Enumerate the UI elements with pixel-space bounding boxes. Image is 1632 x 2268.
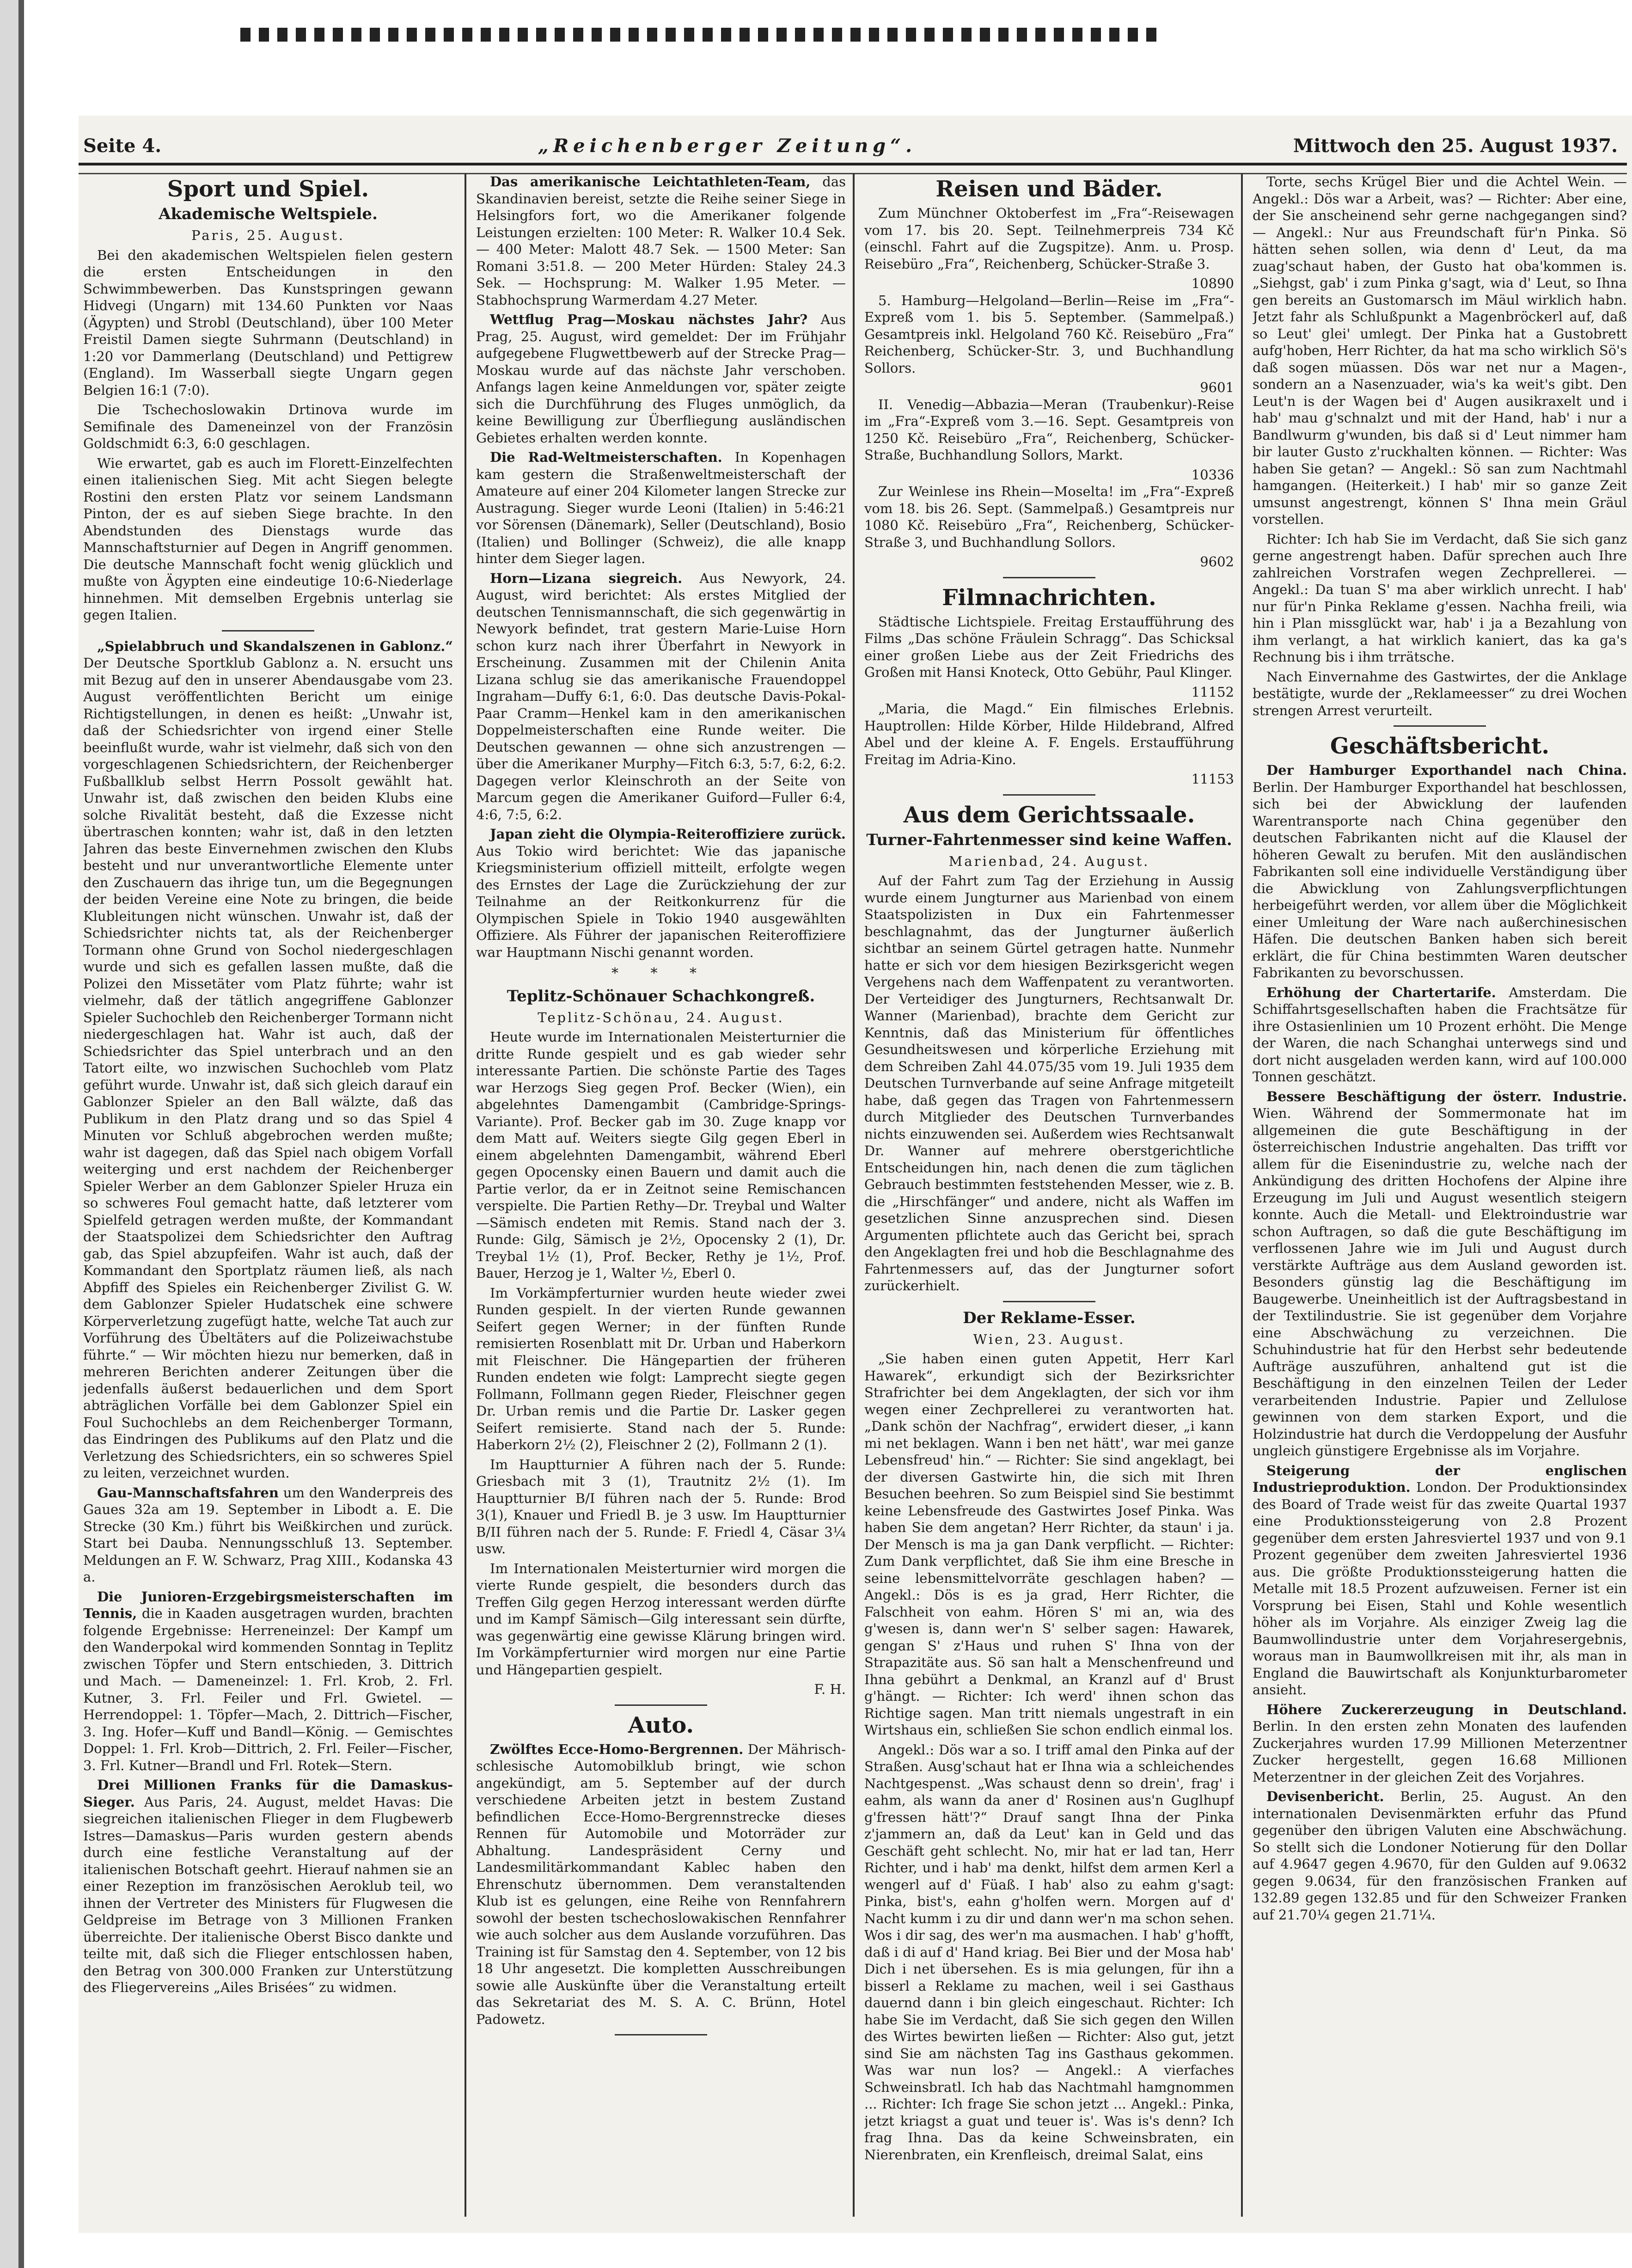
travel-notice: II. Venedig—Abbazia—Meran (Traubenkur)-Reise im „Fra“-Expreß vom 3.—16. Sept. Gesamtpreis von 1250 Kč. Reisebüro „Fra“, Reichenberg, Schücker-Straße, Buchhandlung Sollors, Markt. — [864, 396, 1234, 463]
column-2 — [476, 173, 846, 2217]
article-title: Das amerikanische Leichtathleten-Team, — [490, 174, 811, 190]
article-paragraph: das Skandinavien bereist, setzte die Reihe seiner Siege in Helsingfors fort, wo die Amerikaner folgende Leistungen erzielten: 100 Meter: R. Walker 10.4 Sek. — 400 Meter: Malott 48.7 Sek. — 1500 Meter: San Romani 3:51.8. — 200 Meter Hürden: Staley 24.3 Sek. — Hochsprung: M. Walker 1.95 Meter. — Stabhochsprung Warmerdam 4.27 Meter. — [476, 174, 846, 308]
notice-number: 11153 — [1191, 771, 1234, 787]
article-title: Japan zieht die Olympia-Reiteroffiziere zurück. — [490, 826, 846, 842]
article-paragraph: London. Der Produktionsindex des Board of Trade weist für das zweite Quartal 1937 eine Produktionssteigerung von 2.8 Prozent gegenüber dem ersten Jahresviertel 1937 und von 9.1 Prozent gegenüber dem zweiten Jahresviertel 1936 aus. Die größte Produktionssteigerung hatten die Metalle mit 18.5 Prozent aufzuweisen. Ferner ist ein Vorsprung bei Eisen, Stahl und Kohle wesentlich höher als im Vorjahre. Als einziger Zweig lag die Baumwollindustrie unter dem Vorjahresergebnis, woraus man in Baumwollkreisen mit ihr, als man in England die Bauwirtschaft als Konjunkturbarometer ansieht. — [1253, 1479, 1627, 1698]
page-number: Seite 4. — [83, 135, 162, 157]
article-title: Wettflug Prag—Moskau nächstes Jahr? — [490, 312, 808, 327]
article-paragraph: Heute wurde im Internationalen Meisterturnier die dritte Runde gespielt und es gab wieder sehr interessante Partien. Die schönste Partie des Tages war Herzogs Sieg gegen Prof. Becker (Wien), ein abgelehntes Damengambit (Cambridge-Springs-Variante). Prof. Becker gab im 30. Zuge knapp vor dem Matt auf. Weiters siegte Gilg gegen Eberl in einem abgelehnten Damengambit, während Eberl gegen Opocensky einen Bauern und damit auch die Partie verlor, da er in Zeitnot seine Remischancen verspielte. Die Partien Rethy—Dr. Treybal und Walter—Sämisch endeten mit Remis. Stand nach der 3. Runde: Gilg, Sämisch je 2½, Opocensky 2 (1), Dr. Treybal 1½ (1), Prof. Becker, Rethy je 1½, Prof. Bauer, Herzog je 1, Walter ½, Eberl 0. — [476, 1029, 846, 1281]
article-paragraph: An den internationalen Devisenmärkten erfuhr das Pfund gegenüber den übrigen Valuten eine Abschwächung. So stellt sich die Londoner Notierung für den Dollar auf 4.9647 gegen 4.9670, für den Gulden auf 9.0632 gegen 9.0634, für den französischen Franken auf 132.89 gegen 132.85 und für den Schweizer Franken auf 21.70¼ gegen 21.71¼. — [1253, 1789, 1627, 1923]
header-rule — [79, 163, 1627, 174]
section-ornament: * * * — [611, 965, 711, 981]
article-dateline: Berlin, 25. August. — [1400, 1789, 1552, 1804]
article-paragraph: Im Internationalen Meisterturnier wird morgen die vierte Runde gespielt, die besonders durch das Treffen Gilg gegen Herzog interessant werden dürfte und im Kampf Sämisch—Gilg interessant sein dürfte, was gegenwärtig eine gewisse Klärung bringen wird. Im Vorkämpferturnier wird morgen nur eine Partie und Hängepartien gespielt. — [476, 1560, 846, 1678]
article-paragraph: Torte, sechs Krügel Bier und die Achtel Wein. — Angekl.: Dös war a Arbeit, was? — Richter: Aber eine, der Sie anscheinend sehr gerne nachgegangen sind? — Angekl.: Nur aus Freundschaft für'n Pinka. Sö hätten sehen sollen, wia denn d' Leut, da ma zuag'schaut haben, der Gusto hat oba'kommen is. „Siehgst, gab' i zum Pinka g'sagt, wia d' Leut, so Ihna gen bereits an Gustomarsch im Mäul wirklich habn. Jetzt fahr als Schlußpunkt a Magenbröckerl auf, daß so Leut' glei' umlegt. Der Pinka hat a Gustobrett aufg'hoben, Herr Richter, da hat ma scho wirklich Sö's daß sogen müassen. Dös war net nur a Magen-, sondern an a Nasenzuader, wia's ka weit's gibt. Den Leut'n is der Wagen bei d' Augen ausikraxelt und i hab' mau g'schnalzt und mit der Hand, hab' i nur a Bandlwurm g'wunden, bis daß si d' Leut nimmer ham bir lauter Gusto z'ruckhalten können. — Richter: Was haben Sie getan? — Angekl.: Sö san zum Nachtmahl hamgangen. (Heiterkeit.) I hab' mir so ganze Zeit umsunst angestrengt, können S' Ihna mein Gräul vorstellen. — [1253, 174, 1627, 527]
column-rule — [1241, 173, 1243, 2217]
article-title: Die Junioren-Erzgebirgsmeisterschaften im Tennis, — [83, 1588, 453, 1621]
article-signature: F. H. — [814, 1681, 846, 1697]
article-paragraph: Richter: Ich hab Sie im Verdacht, daß Sie sich ganz gerne angestrengt haben. Dafür sprechen auch Ihre zahlreichen Vorstrafen wegen Zechprellerei. — Angekl.: Da tuan S' ma aber wirklich unrecht. I hab' nur für'n Pinka Reklame g'essen. Nachha freili, wia hin i Plan missglückt war, hab' i ja a Bezahlung von ihm verlangt, a hat wirklich kaniert, das ka ga's Rechnung bis i ihm trrätsche. — [1253, 531, 1627, 665]
article-title: Teplitz-Schönauer Schachkongreß. — [507, 987, 815, 1005]
article-paragraph: Aus Paris, 24. August, meldet Havas: Die siegreichen italienischen Flieger in dem Flugbewerb Istres—Damaskus—Paris wurden gestern abends durch eine festliche Veranstaltung auf der italienischen Botschaft geehrt. Hierauf nahmen sie an einer Rezeption im französischen Aeroklub teil, wo ihnen der Vertreter des Ministers für Flugwesen die Geldpreise im Betrage von 3 Millionen Franken überreichte. Der italienische Oberst Bisco dankte und teilte mit, daß sich die Flieger entschlossen haben, den Betrag von 300.000 Franken zur Unterstützung des Fliegervereins „Ailes Brisées“ zu widmen. — [83, 1794, 453, 1995]
film-notice: „Maria, die Magd.“ Ein filmisches Erlebnis. Hauptrollen: Hilde Körber, Hilde Hildebrand, Alfred Abel und der kleine A. F. Engels. Erstaufführung Freitag im Adria-Kino. — [864, 701, 1234, 767]
article-title: Höhere Zuckererzeugung in Deutschland. — [1266, 1701, 1627, 1717]
article-title: Der Hamburger Exporthandel nach China. — [1266, 762, 1627, 778]
scan-registration-marks — [240, 28, 1165, 46]
article-title: Horn—Lizana siegreich. — [490, 570, 683, 586]
notice-number: 10336 — [1191, 466, 1234, 483]
section-heading-business: Geschäftsbericht. — [1330, 733, 1550, 759]
article-dateline: Marienbad, 24. August. — [948, 853, 1150, 869]
notice-number: 11152 — [1191, 684, 1234, 700]
article-title: Turner-Fahrtenmesser sind keine Waffen. — [866, 830, 1232, 849]
article-paragraph: Aus Prag, 25. August, wird gemeldet: Der im Frühjahr aufgegebene Flugwettbewerb auf der Strecke Prag—Moskau wurde auf das nächste Jahr verschoben. Anfangs lagen keine Anmeldungen vor, später zeigte sich die Durchführung des Fluges unmöglich, da keine Bewilligung zur Überfliegung ausländischen Gebietes erhalten werden konnte. — [476, 312, 846, 446]
column-1 — [83, 173, 453, 2217]
page-header — [83, 129, 1618, 162]
column-3 — [864, 173, 1234, 2217]
article-divider — [615, 1704, 707, 1706]
article-paragraph: Amsterdam. Die Schiffahrtsgesellschaften haben die Frachtsätze für ihre Ostasienlinien um 10 Prozent erhöht. Die Menge der Waren, die nach Schanghai unterwegs sind und dort nicht ausgeladen werden kann, wird auf 100.000 Tonnen geschätzt. — [1253, 984, 1627, 1085]
article-title: Devisenbericht. — [1266, 1789, 1384, 1804]
article-dateline: Wien, 23. August. — [973, 1331, 1125, 1347]
article-paragraph: Wie erwartet, gab es auch im Florett-Einzelfechten einen italienischen Sieg. Mit acht Siegen belegte Rostini den ersten Platz vor seinem Landsmann Pinton, der es auf sieben Siege brachte. In den Abendstunden des Dienstags wurde das Mannschaftsturnier auf Degen in Angriff genommen. Die deutsche Mannschaft focht wenig glücklich und mußte von Ägypten eine eindeutige 10:6-Niederlage hinnehmen. Mit demselben Ergebnis unterlag sie gegen Italien. — [83, 455, 453, 623]
article-paragraph: Der Mährisch-schlesische Automobilklub bringt, wie schon angekündigt, am 5. September auf der durch verschiedene Arbeiten jetzt in bestem Zustand befindlichen Ecce-Homo-Bergrennstrecke dieses Rennen für Automobile und Motorräder zur Abhaltung. Landespräsident Cerny und Landesmilitärkommandant Kablec haben den Ehrenschutz übernommen. Dem veranstaltenden Klub ist es gelungen, eine Reihe von Rennfahrern sowohl der besten tschechoslowakischen Rennfahrer wie auch solcher aus dem Auslande vorzuführen. Das Training ist für Samstag den 4. September, von 12 bis 18 Uhr angesetzt. Die kompletten Ausschreibungen sowie alle Auskünfte über die Veranstaltung erteilt das Sekretariat des M. S. A. C. Brünn, Hotel Padowetz. — [476, 1741, 846, 2027]
article-paragraph: Aus Tokio wird berichtet: Wie das japanische Kriegsministerium offiziell mitteilt, erfolgte wegen des Ernstes der Lage die Zurückziehung der zur Teilnahme an der Reitkonkurrenz für die Olympischen Spiele in Tokio 1940 ausgewählten Offiziere. Als Führer der japanischen Reiteroffiziere war Hauptmann Nischi genannt worden. — [476, 843, 846, 960]
article-paragraph: Im Vorkämpferturnier wurden heute wieder zwei Runden gespielt. In der vierten Runde gewannen Seifert gegen Werner; in der fünften Runde remisierten Rosenblatt mit Dr. Urban und Haberkorn mit Fleischner. Die Hängepartien der früheren Runden endeten wie folgt: Lamprecht siegte gegen Follmann, Follmann gegen Rieder, Fleischner gegen Dr. Urban remis und die Partie Dr. Lasker gegen Seifert remisierte. Stand nach der 5. Runde: Haberkorn 2½ (2), Fleischner 2 (2), Follmann 2 (1). — [476, 1285, 846, 1453]
article-paragraph: Berlin. In den ersten zehn Monaten des laufenden Zuckerjahres wurden 17.99 Millionen Meterzentner Zucker hergestellt, gegen 16.68 Millionen Meterzentner in der gleichen Zeit des Vorjahres. — [1253, 1718, 1627, 1785]
newspaper-title: „Reichenberger Zeitung“. — [538, 135, 917, 157]
article-divider — [222, 630, 314, 631]
article-divider — [1003, 794, 1095, 796]
article-dateline: Teplitz-Schönau, 24. August. — [538, 1009, 784, 1025]
section-heading-auto: Auto. — [628, 1712, 694, 1738]
article-paragraph: Bei den akademischen Weltspielen fielen gestern die ersten Entscheidungen in den Schwimmbewerben. Das Kunstspringen gewann Hidvegi (Ungarn) mit 134.60 Punkten vor Naas (Ägypten) und Strobl (Deutschland), über 100 Meter Freistil Damen siegte Suhrmann (Deutschland) in 1:20 vor Dammerlang (Deutschland) und Pettigrew (England). Im Wasserball siegte Ungarn gegen Belgien 16:1 (7:0). — [83, 247, 453, 398]
film-notice: Städtische Lichtspiele. Freitag Erstaufführung des Films „Das schöne Fräulein Schragg“. Das Schicksal einer großen Liebe aus der Zeit Friedrichs des Großen mit Hansi Knoteck, Otto Gebühr, Paul Klinger. — [864, 613, 1234, 680]
article-paragraph: die in Kaaden ausgetragen wurden, brachten folgende Ergebnisse: Herreneinzel: Der Kampf um den Wanderpokal wird kommenden Sonntag in Teplitz zwischen Töpfer und Stern entschieden, 3. Dittrich und Mach. — Dameneinzel: 1. Frl. Krob, 2. Frl. Kutner, 3. Frl. Feiler und Frl. Gwietel. — Herrendoppel: 1. Töpfer—Mach, 2. Dittrich—Fischer, 3. Ing. Hofer—Kuff und Bandl—König. — Gemischtes Doppel: 1. Frl. Krob—Dittrich, 2. Frl. Feiler—Fischer, 3. Frl. Kutner—Brandl und Frl. Rotek—Stern. — [83, 1606, 453, 1773]
issue-date: Mittwoch den 25. August 1937. — [1293, 135, 1618, 157]
column-rule — [853, 173, 855, 2217]
article-title: Zwölftes Ecce-Homo-Bergrennen. — [490, 1741, 744, 1757]
article-paragraph: um den Wanderpreis des Gaues 32a am 19. September in Libodt a. E. Die Strecke (30 Km.) führt bis Weißkirchen und zurück. Start bei Dauba. Nennungsschluß 13. September. Meldungen an F. W. Schwarz, Prag XIII., Kodanska 43 a. — [83, 1484, 453, 1585]
article-title: „Spielabbruch und Skandalszenen in Gablonz.“ — [97, 638, 453, 654]
article-paragraph: Wien. Während der Sommermonate hat im allgemeinen die gute Beschäftigung in der österreichischen Industrie angehalten. Das trifft vor allem für die Eisenindustrie zu, welche nach der Ankündigung des dritten Hochofens der Alpine ihre Erzeugung im Juli und August wesentlich steigern konnte. Auch die Metall- und Elektroindustrie war schon Auftragen, so daß die gute Beschäftigung im verflossenen Jahre wie im Juli und August durch verstärkte Aufträge aus dem Ausland geworden ist. Besonders günstig lag die Beschäftigung im Baugewerbe. Uneinheitlich ist der Auftragsbestand in der Textilindustrie. Sie ist gegenüber dem Vorjahre eine Abschwächung zu verzeichnen. Die Schuhindustrie hat für den Herbst sehr bedeutende Aufträge auszuführen, anhaltend gut ist die Beschäftigung in den einzelnen Teilen der Leder verarbeitenden Industrie. Papier und Zellulose gewinnen von dem starken Export, und die Holzindustrie hat durch die Verdoppelung der Ausfuhr ungleich günstigere Ergebnisse als im Vorjahre. — [1253, 1105, 1627, 1459]
article-divider — [615, 2034, 707, 2035]
notice-number: 9601 — [1200, 380, 1234, 395]
section-heading-sport: Sport und Spiel. — [167, 176, 369, 202]
article-paragraph: In Kopenhagen kam gestern die Straßenweltmeisterschaft der Amateure auf einer 204 Kilometer langen Strecke zur Austragung. Sieger wurde Leoni (Italien) in 5:46:21 vor Sörensen (Dänemark), Seller (Deutschland), Bosio (Italien) und Bollinger (Schweiz), die alle knapp hinter dem Sieger lagen. — [476, 449, 846, 566]
column-rule — [465, 173, 466, 2217]
article-paragraph: Nach Einvernahme des Gastwirtes, der die Anklage bestätigte, wurde der „Reklameesser“ zu drei Wochen strengen Arrest verurteilt. — [1253, 668, 1627, 718]
column-4 — [1253, 173, 1627, 2217]
travel-notice: Zur Weinlese ins Rhein—Moselta! im „Fra“-Expreß vom 18. bis 26. Sept. (Sammelpaß.) Gesamtpreis nur 1080 Kč. Reisebüro „Fra“, Reichenberg, Schücker-Straße 3, und Buchhandlung Sollors. — [864, 484, 1234, 550]
article-title: Die Rad-Weltmeisterschaften. — [490, 449, 722, 465]
article-paragraph: Aus Newyork, 24. August, wird berichtet: Als erstes Mitglied der deutschen Tennismannschaft, die sich gegenwärtig in Newyork befindet, trat gestern Marie-Luise Horn schon kurz nach ihrer Überfahrt in Newyork in Erscheinung. Zusammen mit der Chilenin Anita Lizana schlug sie das amerikanische Frauendoppel Ingraham—Duffy 6:1, 6:0. Das deutsche Davis-Pokal-Paar Cramm—Henkel kam in den amerikanischen Doppelmeisterschaften eine Runde weiter. Die Deutschen gewannen — ohne sich anzustrengen — über die Amerikaner Murphy—Fitch 6:3, 5:7, 6:2, 6:2. Dagegen verlor Kleinschroth an der Seite von Marcum gegen die Amerikaner Guiford—Fuller 6:4, 4:6, 7:5, 6:2. — [476, 570, 846, 822]
article-divider — [1003, 1301, 1095, 1302]
article-title: Bessere Beschäftigung der österr. Industrie. — [1266, 1088, 1627, 1104]
notice-number: 9602 — [1200, 554, 1234, 570]
section-heading-film: Filmnachrichten. — [942, 584, 1156, 611]
article-title: Erhöhung der Chartertarife. — [1266, 984, 1496, 1000]
article-title: Der Reklame-Esser. — [963, 1308, 1136, 1327]
article-title: Gau-Mannschaftsfahren — [97, 1484, 279, 1501]
notice-number: 10890 — [1191, 276, 1234, 291]
article-dateline: Paris, 25. August. — [191, 227, 345, 243]
article-title: Steigerung der englischen Industrieproduktion. — [1253, 1462, 1627, 1495]
travel-notice: 5. Hamburg—Helgoland—Berlin—Reise im „Fra“-Expreß vom 1. bis 5. September. (Sammelpaß.) Gesamtpreis inkl. Helgoland 760 Kč. Reisebüro „Fra“ Reichenberg, Schücker-Str. 3, und Buchhandlung Sollors. — [864, 292, 1234, 376]
article-paragraph: Angekl.: Dös war a so. I triff amal den Pinka auf der Straßen. Ausg'schaut hat er Ihna wia a schleichendes Nachtgespenst. „Was schaust denn so drein', frag' i eahm, als wann da aner d' Rosinen aus'n Guglhupf g'fressen hätt'?“ Drauf sangt Ihna der Pinka z'jammern an, daß da Leut' kan in Geld und das Geschäft geht schlecht. No, mir hat er lad tan, Herr Richter, und i hab' ma denkt, hilfst dem armen Kerl a wengerl auf d' Füaß. I hab' also zu eahm g'sagt: Pinka, bist's, eahn g'holfen wern. Morgen auf d' Nacht kumm i zu dir und dann wer'n ma schon sehen. Wos i dir sag, des wer'n ma ausmachen. I hab' g'hofft, daß i di auf d' Hand kriag. Bei Bier und der Mosa hab' Dich i net übersehen. Es is mia gelungen, für ihn a bisserl a Reklame zu machen, weil i sei Gasthaus dauernd dann i bin gleich eingeschaut. Richter: Ich habe Sie im Verdacht, daß Sie sich gegen den Willen des Wirtes bewirten ließen — Richter: Also gut, jetzt sind Sie am nächsten Tag ins Gasthaus gekommen. Was war nun los? — Angekl.: A vierfaches Schweinsbratl. Ich hab das Nachtmahl hamgnommen ... Richter: Ich frage Sie schon jetzt ... Angekl.: Pinka, jetzt kriagst a guat und teuer is'. Was is's denn? Ich frag Ihna. Das da keine Schweinsbraten, ein Nierenbraten, ein Krenfleisch, dreimal Salat, eins — [864, 1741, 1234, 2163]
article-paragraph: „Sie haben einen guten Appetit, Herr Karl Hawarek“, erkundigt sich der Bezirksrichter Strafrichter bei dem Angeklagten, der sich vor ihm wegen einer Zechprellerei zu verantworten hat. „Dank schön der Nachfrag“, erwidert dieser, „i kann mi net beklagen. Wann i ben net hätt', war mei ganze Lebensfreud' hin.“ — Richter: Sie sind angeklagt, bei der diversen Gastwirte hin, die sich mit Ihren Besuchen beehren. So zum Beispiel sind Sie bestimmt keine Lebensfreude des Gastwirtes Josef Pinka. Was haben Sie dem angetan? Herr Richter, da staun' i ja. Der Mensch is ma ja gan Dank verpflicht. — Richter: Zum Dank verpflichtet, daß Sie ihm eine Bresche in seine lebensmittelvorräte geschlagen haben? — Angekl.: Dös is es ja grad, Herr Richter, die Falschheit von eahm. Hören S' mi an, wia des g'wesen is, dann wer'n S' selber sagen: Hawarek, gengan S' z'Haus und ruhen S' Ihna von der Strapazitäte aus. Sö san halt a Menschenfreund und Ihna gebührt a Denkmal, an Kranzl auf d' Brust g'hängt. — Richter: Ich werd' ihnen schon das Richtige sagen. Man tritt niemals ungestraft in ein Wirtshaus ein, schließen Sie schon endlich einmal los. — [864, 1351, 1234, 1738]
scan-margin-shadow — [0, 0, 18, 2268]
article-divider — [1394, 725, 1486, 727]
scan-page-edge — [18, 0, 24, 2268]
section-heading-travel: Reisen und Bäder. — [935, 176, 1163, 202]
article-paragraph: Der Deutsche Sportklub Gablonz a. N. ersucht uns mit Bezug auf den in unserer Abendausgabe vom 23. August veröffentlichten Bericht um einige Richtigstellungen, in denen es heißt: „Unwahr ist, daß der Schiedsrichter von irgend einer Stelle beeinflußt wurde, wahr ist vielmehr, daß sich von den vorgeschlagenen Schiedsrichtern, der Reichenberger Fußballklub selbst Herrn Possolt gewählt hat. Unwahr ist, daß zwischen den beiden Klubs eine solche Rivalität besteht, daß die Exzesse nicht übertraschen konnten; wahr ist, daß in den letzten Jahren das beste Einvernehmen zwischen den Klubs besteht und nur unverantwortliche Elemente unter den Zuschauern das ihrige tun, um die Begegnungen der beiden Vereine eine Note zu bringen, die beide Klubleitungen nicht wünschen. Unwahr ist, daß der Schiedsrichter nichts tat, als der Reichenberger Tormann ohne Grund von Sochol niedergeschlagen wurde und sich es gefallen lassen mußte, daß die Polizei den Missetäter vom Platz führte; wahr ist vielmehr, daß der tätlich angegriffene Gablonzer Spieler Suchochleb den Reichenberger Tormann nicht niedergeschlagen hat. Wahr ist auch, daß der Schiedsrichter das Spiel unterbrach und an den Tatort eilte, wo inzwischen Suchochleb vom Platz geführt wurde. Unwahr ist, daß sich gleich darauf ein Gablonzer Spieler an den Ball wälzte, daß das Publikum in den Platz drang und so das Spiel 4 Minuten vor Schluß abgebrochen werden mußte; wahr ist dagegen, daß das Spiel nach obigem Vorfall weiterging und erst nachdem der Reichenberger Spieler Werber an dem Gablonzer Spieler Hruza ein so schweres Foul gemacht hatte, daß letzterer vom Spielfeld getragen werden mußte, der Kommandant der Staatspolizei dem Schiedsrichter den Auftrag gab, das Spiel abzupfeifen. Wahr ist auch, daß der Kommandant den Sportplatz räumen ließ, als nach Abpfiff des Spieles ein Reichenberger Zivilist G. W. dem Gablonzer Spieler Hudatschek eine schwere Körperverletzung zugefügt hatte, welche Tat auch zur Vorführung des Übeltäters auf die Polizeiwachstube führte.“ — Wir möchten hiezu nur bemerken, daß in mehreren Berichten anderer Zeitungen über die jedenfalls äußerst bedauerlichen und dem Sport abträglichen Vorfälle bei dem Gablonzer Spiel ein Foul Suchochlebs an dem Reichenberger Tormann, das Eindringen des Publikums auf den Platz und die Verletzung des Schiedsrichters, ein so schweres Spiel zu leiten, verzeichnet wurden. — [83, 655, 453, 1481]
article-paragraph: Auf der Fahrt zum Tag der Erziehung in Aussig wurde einem Jungturner aus Marienbad von einem Staatspolizisten in Dux ein Fahrtenmesser beschlagnahmt, das der Jungturner äußerlich sichtbar an seinem Gürtel getragen hatte. Nunmehr hatte er sich vor dem hiesigen Bezirksgericht wegen Vergehens nach dem Waffenpatent zu verantworten. Der Verteidiger des Jungturners, Rechtsanwalt Dr. Wanner (Marienbad), brachte dem Gericht zur Kenntnis, daß das Ministerium für öffentliches Gesundheitswesen und körperliche Erziehung mit dem Schreiben Zahl 44.075/35 vom 19. Juli 1935 dem Deutschen Turnverbande auf seine Anfrage mitgeteilt habe, daß gegen das Tragen von Fahrtenmessern durch Mitglieder des Deutschen Turnverbandes nichts einzuwenden sei. Außerdem wies Rechtsanwalt Dr. Wanner auf mehrere oberstgerichtliche Entscheidungen hin, nach denen die zum täglichen Gebrauch bestimmten feststehenden Messer, wie z. B. die „Hirschfänger“ und andere, nicht als Waffen im gesetzlichen Sinne anzusprechen sind. Diesen Argumenten pflichtete auch das Gericht bei, sprach den Angeklagten frei und hob die Beschlagnahme des Fahrtenmessers auf, das der Jungturner sofort zurückerhielt. — [864, 873, 1234, 1293]
travel-notice: Zum Münchner Oktoberfest im „Fra“-Reisewagen vom 17. bis 20. Sept. Teilnehmerpreis 734 Kč (einschl. Fahrt auf die Zugspitze). Anm. u. Prosp. Reisebüro „Fra“, Reichenberg, Schücker-Straße 3. — [864, 205, 1234, 272]
article-title: Akademische Weltspiele. — [159, 205, 378, 223]
section-heading-court: Aus dem Gerichtssaale. — [903, 802, 1195, 828]
article-paragraph: Im Hauptturnier A führen nach der 5. Runde: Griesbach mit 3 (1), Trautnitz 2½ (1). Im Hauptturnier B/I führen nach der 5. Runde: Brod 3(1), Knauer und Friedl B. je 3 usw. Im Hauptturnier B/II führen nach der 5. Runde: F. Friedl 4, Cäsar 3¼ usw. — [476, 1456, 846, 1557]
article-divider — [1003, 577, 1095, 578]
article-title: Drei Millionen Franks für die Damaskus-Sieger. — [83, 1777, 453, 1810]
article-paragraph: Die Tschechoslowakin Drtinova wurde im Semifinale des Dameneinzel von der Französin Goldschmidt 6:3, 6:0 geschlagen. — [83, 402, 453, 451]
article-paragraph: Berlin. Der Hamburger Exporthandel hat beschlossen, sich bei der Abwicklung der laufenden Warentransporte nach China gegenüber den deutschen Fabrikanten nicht auf die Klausel der höheren Gewalt zu berufen. Mit den ausländischen Fabrikanten soll eine individuelle Verständigung über die Abwicklung von Zahlungsverpflichtungen herbeigeführt werden, vor allem über die Möglichkeit einer Umleitung der Ware nach außerchinesischen Häfen. Die deutschen Banken haben sich bereit erklärt, die für China bestimmten Waren deutscher Fabrikanten zu bevorschussen. — [1253, 779, 1627, 981]
